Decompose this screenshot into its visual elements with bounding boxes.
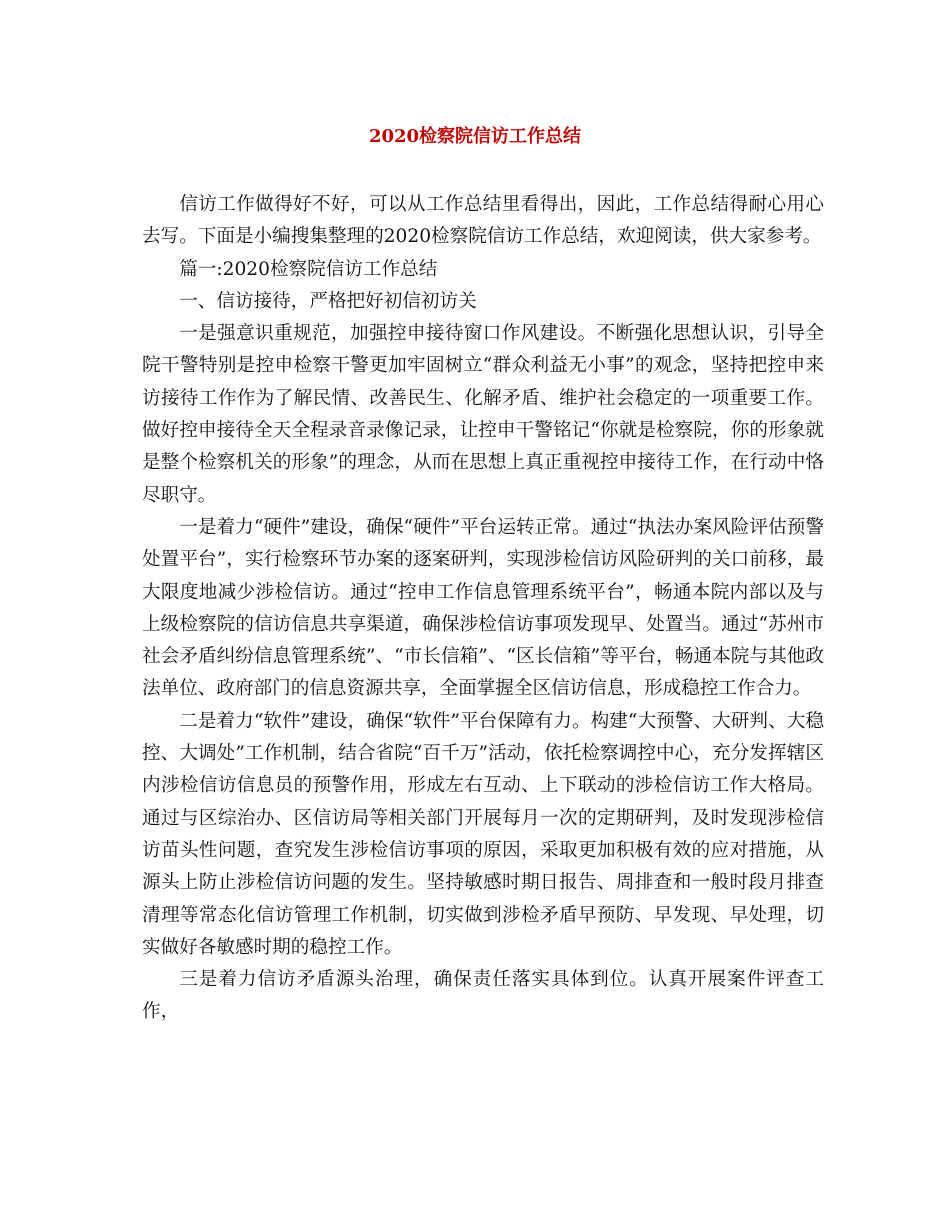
- paragraph-subheading: 一、信访接待，严格把好初信初访关: [179, 290, 477, 312]
- document-body: [142, 189, 824, 1029]
- paragraph-item-4: 三是着力信访矛盾源头治理，确保责任落实具体到位。认真开展案件评查工作，: [142, 969, 824, 1023]
- paragraph-item-3: 二是着力“软件”建设，确保“软件”平台保障有力。构建“大预警、大研判、大稳控、大调处”工作机制，结合省院“百千万”活动，依托检察调控中心，充分发挥辖区内涉检信访信息员的预警作用，形成左右互动、上下联动的涉检信访工作大格局。通过与区综治办、区信访局等相关部门开展每月一次的定期研判，及时发现涉检信访苗头性问题，查究发生涉检信访事项的原因，采取更加积极有效的应对措施，从源头上防止涉检信访问题的发生。坚持敏感时期日报告、周排查和一般时段月排查清理等常态化信访管理工作机制，切实做到涉检矛盾早预防、早发现、早处理，切实做好各敏感时期的稳控工作。: [142, 710, 824, 958]
- document-title: 2020检察院信访工作总结: [368, 126, 582, 147]
- paragraph-item-2: 一是着力“硬件”建设，确保“硬件”平台运转正常。通过“执法办案风险评估预警处置平台”，实行检察环节办案的逐案研判，实现涉检信访风险研判的关口前移，最大限度地减少涉检信访。通过“控申工作信息管理系统平台”，畅通本院内部以及与上级检察院的信访信息共享渠道，确保涉检信访事项发现早、处置当。通过“苏州市社会矛盾纠纷信息管理系统”、“市长信箱”、“区长信箱”等平台，畅通本院与其他政法单位、政府部门的信息资源共享，全面掌握全区信访信息，形成稳控工作合力。: [142, 516, 824, 700]
- paragraph-section-heading: 篇一:2020检察院信访工作总结: [179, 258, 438, 280]
- paragraph-item-1: 一是强意识重规范，加强控申接待窗口作风建设。不断强化思想认识，引导全院干警特别是控申检察干警更加牢固树立“群众利益无小事”的观念，坚持把控申来访接待工作作为了解民情、改善民生、化解矛盾、维护社会稳定的一项重要工作。做好控申接待全天全程录音录像记录，让控申干警铭记“你就是检察院，你的形象就是整个检察机关的形象”的理念，从而在思想上真正重视控申接待工作，在行动中恪尽职守。: [142, 323, 824, 506]
- paragraph-intro: 信访工作做得好不好，可以从工作总结里看得出，因此，工作总结得耐心用心去写。下面是小编搜集整理的2020检察院信访工作总结，欢迎阅读，供大家参考。: [142, 194, 824, 248]
